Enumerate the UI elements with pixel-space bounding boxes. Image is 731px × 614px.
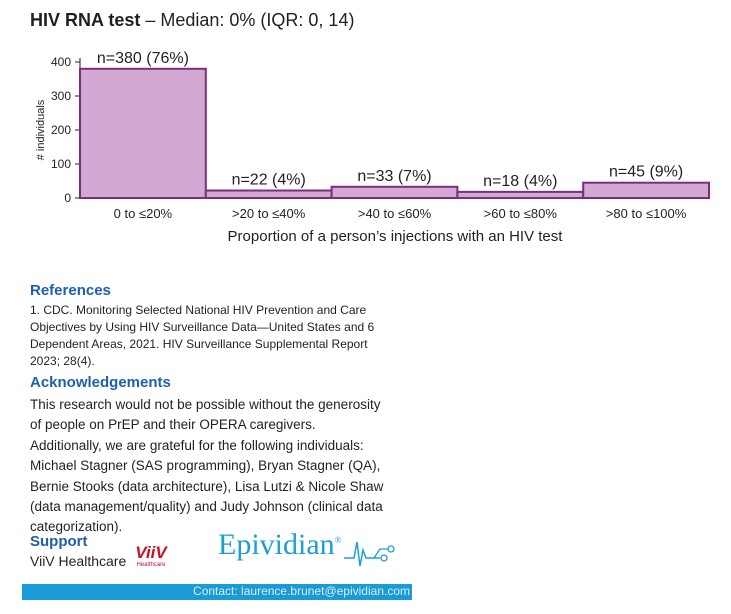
bar-data-label: n=22 (4%) [231, 171, 306, 189]
heartbeat-trace-icon [344, 536, 400, 570]
acknowledgements-text: This research would not be possible without the generosity of people on PrEP and their OPERA caregivers. Additionally, we are grateful for the following individuals: Michael Stagner (SAS programming), Bryan Stagner (QA), Bernie Stooks (data architecture), Lisa Lutzi & Nicole Shaw (data management/quality) and Judy Johnson (clinical data categorization). [30, 397, 384, 535]
x-tick-label: >40 to ≤60% [357, 206, 432, 221]
viiv-logo-mark: ViiV [135, 543, 167, 562]
bar [457, 192, 583, 198]
chart-title-bold: HIV RNA test [30, 10, 141, 30]
viiv-healthcare-logo [133, 544, 169, 572]
x-tick-label: >80 to ≤100% [605, 206, 687, 221]
x-tick-label: >60 to ≤80% [483, 206, 557, 221]
registered-mark: ® [334, 535, 342, 545]
references-heading: References [30, 282, 111, 299]
x-tick-label: >20 to ≤40% [232, 206, 306, 221]
x-tick-label: 0 to ≤20% [113, 206, 173, 221]
bar [80, 69, 206, 198]
y-axis-label: # individuals [35, 99, 47, 161]
bar-data-label: n=33 (7%) [357, 167, 432, 185]
chart-title-rest: – Median: 0% (IQR: 0, 14) [140, 10, 355, 30]
epividian-name: Epividian [218, 528, 335, 561]
bar-chart [0, 0, 731, 260]
references-text: 1. CDC. Monitoring Selected National HIV Prevention and Care Objectives by Using HIV Surveillance Data—United States and 6 Dependent Areas, 2021. HIV Surveillance Supplemental Report 2023; 28(4). [30, 303, 375, 368]
support-organization: ViiV Healthcare [30, 553, 127, 569]
bar [332, 187, 458, 198]
bar [583, 183, 709, 198]
bar [206, 191, 332, 198]
support-heading: Support [30, 533, 88, 550]
epividian-wordmark [218, 528, 342, 562]
bar-data-label: n=18 (4%) [483, 172, 558, 190]
y-tick-label: 0 [64, 191, 71, 205]
y-tick-label: 100 [50, 157, 71, 171]
acknowledgements-heading: Acknowledgements [30, 374, 171, 391]
bar-data-label: n=45 (9%) [608, 163, 684, 181]
footer-contact-bar [22, 584, 412, 600]
y-tick-label: 200 [50, 123, 71, 137]
contact-email[interactable]: Contact: laurence.brunet@epividian.com [193, 584, 410, 598]
x-axis-label: Proportion of a person’s injections with an HIV test [227, 228, 563, 245]
y-tick-label: 400 [50, 55, 71, 69]
y-tick-label: 300 [50, 89, 71, 103]
bar-data-label: n=380 (76%) [96, 49, 189, 67]
x-tick-labels-group [114, 206, 687, 221]
viiv-logo-sub: Healthcare [136, 562, 166, 568]
